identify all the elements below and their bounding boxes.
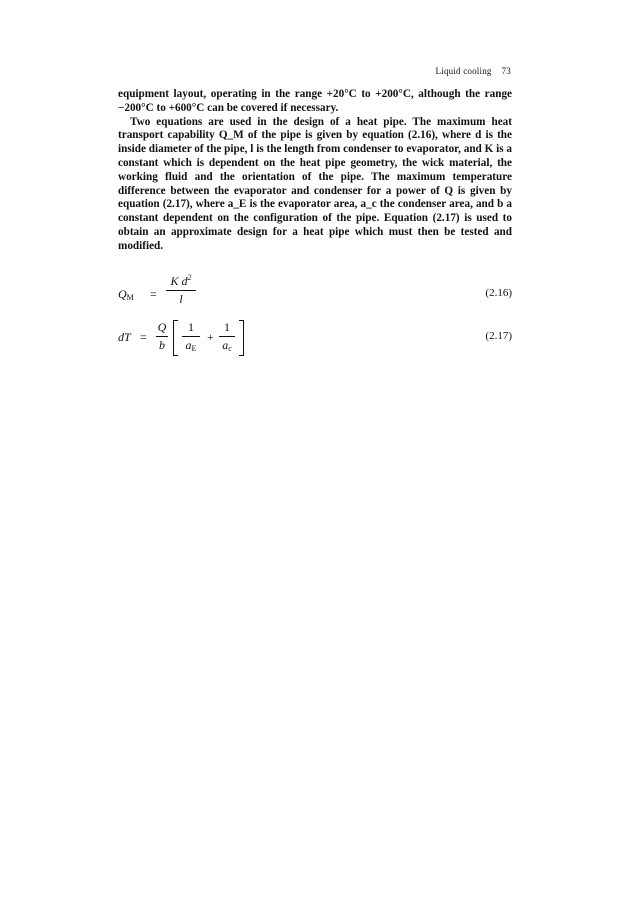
running-head-title: Liquid cooling <box>435 66 492 76</box>
equation-number: (2.17) <box>485 330 512 342</box>
numerator: 1 <box>224 320 230 334</box>
left-bracket <box>173 320 178 356</box>
fraction <box>166 273 196 307</box>
fraction <box>219 320 235 353</box>
fraction-bar <box>182 336 200 337</box>
numerator: K $d^2$ <box>170 273 192 288</box>
fraction-bar <box>156 336 168 337</box>
right-bracket <box>239 320 244 356</box>
denominator: $a_E$ <box>185 338 197 353</box>
denominator: b <box>159 338 165 352</box>
equation-number: (2.16) <box>485 287 512 299</box>
running-head <box>436 66 511 76</box>
equation-2-17 <box>118 318 512 362</box>
numerator: Q <box>157 320 167 334</box>
paragraph: equipment layout, operating in the range +20°C to +200°C, although the range −200°C to +600°C can be covered if necessary. <box>118 88 512 114</box>
denominator: $a_c$ <box>222 338 232 353</box>
body-text <box>118 88 512 254</box>
numerator: 1 <box>188 320 194 334</box>
equation-lhs: dT <box>118 330 131 344</box>
plus-sign: + <box>207 330 214 344</box>
fraction <box>182 320 200 353</box>
page-number: 73 <box>501 66 511 76</box>
fraction-bar <box>219 336 235 337</box>
fraction-bar <box>166 290 196 291</box>
equals-sign: = <box>140 330 147 344</box>
equation-lhs: $Q_M$ <box>118 287 134 302</box>
equation-2-16 <box>118 273 512 321</box>
paragraph: Two equations are used in the design of a heat pipe. The maximum heat transport capability Q_M of the pipe is given by equation (2.16), where d is the inside diameter of the pipe, l is the length from condenser to evaporator, and K is a constant which is dependent on the heat pipe geometry, the wick material, the working fluid and the orientation of the pipe. The maximum temperature difference between the evaporator and condenser for a power of Q is given by equation (2.17), where a_E is the evaporator area, a_c the condenser area, and b a constant dependent on the configuration of the pipe. Equation (2.17) is used to obtain an approximate design for a heat pipe which must then be tested and modified. <box>118 115 512 252</box>
denominator: l <box>179 292 183 306</box>
equals-sign: = <box>150 287 157 301</box>
fraction <box>156 320 168 353</box>
